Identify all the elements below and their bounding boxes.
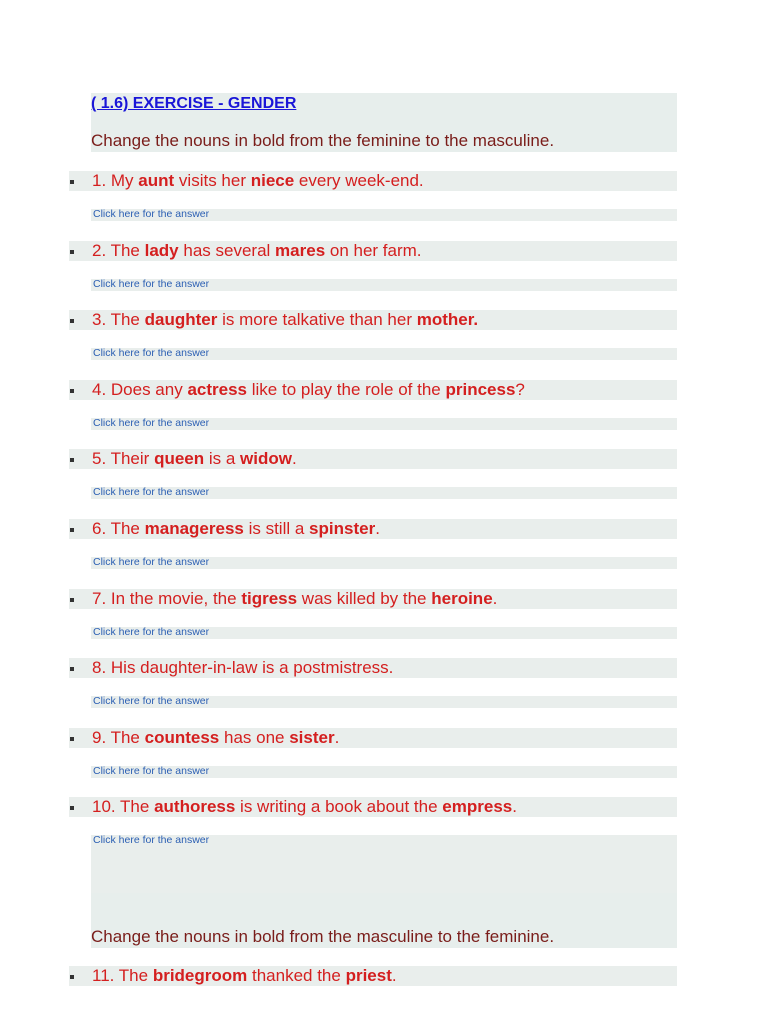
bold-noun: daughter: [144, 310, 218, 329]
bold-noun: countess: [144, 728, 220, 747]
answer-row: [91, 766, 677, 778]
question-text: [92, 588, 497, 610]
bullet-icon: [70, 737, 74, 741]
question-item: [69, 380, 677, 400]
bold-noun: priest: [345, 966, 392, 985]
bold-noun: actress: [187, 380, 248, 399]
question-item: [69, 589, 677, 609]
bullet-icon: [70, 975, 74, 979]
question-text: [92, 448, 297, 470]
question-fragment: has one: [219, 728, 290, 747]
question-fragment: 10. The: [92, 797, 155, 816]
answer-row: [91, 487, 677, 499]
bold-noun: widow: [240, 449, 292, 468]
question-fragment: 4. Does any: [92, 380, 188, 399]
question-text: [92, 379, 525, 401]
exercise-title-line: [91, 92, 677, 115]
question-fragment: .: [512, 797, 517, 816]
question-fragment: 8. His daughter-in-law is a postmistress.: [92, 658, 394, 677]
question-fragment: 11. The: [92, 966, 153, 985]
question-item: [69, 449, 677, 469]
answer-link[interactable]: Click here for the answer: [93, 486, 210, 498]
question-text: [92, 170, 424, 192]
question-text: [92, 518, 380, 540]
question-item: [69, 728, 677, 748]
answer-row: [91, 279, 677, 291]
question-fragment: 1. My: [92, 171, 139, 190]
question-fragment: ?: [515, 380, 525, 399]
bold-noun: niece: [250, 171, 295, 190]
answer-link[interactable]: Click here for the answer: [93, 556, 210, 568]
answer-row: [91, 418, 677, 430]
answer-link[interactable]: Click here for the answer: [93, 208, 210, 220]
question-fragment: 5. Their: [92, 449, 155, 468]
question-fragment: is writing a book about the: [235, 797, 443, 816]
question-fragment: .: [492, 589, 498, 608]
answer-row: [91, 627, 677, 639]
exercise-title-link[interactable]: ( 1.6) EXERCISE - GENDER: [91, 95, 297, 112]
answer-link[interactable]: Click here for the answer: [93, 626, 210, 638]
bold-noun: bridegroom: [152, 966, 248, 985]
bullet-icon: [70, 389, 74, 393]
question-fragment: visits her: [174, 171, 251, 190]
instruction-text: Change the nouns in bold from the feminine to the masculine.: [91, 131, 555, 150]
answer-row: [91, 696, 677, 708]
bullet-icon: [70, 458, 74, 462]
bullet-icon: [70, 319, 74, 323]
question-fragment: every week-end.: [294, 171, 424, 190]
answer-row: [91, 348, 677, 360]
question-item: [69, 658, 677, 678]
section2-instruction: Change the nouns in bold from the masculine to the feminine.: [91, 927, 555, 946]
question-text: [92, 240, 422, 262]
question-fragment: is more talkative than her: [217, 310, 417, 329]
answer-link[interactable]: Click here for the answer: [93, 417, 210, 429]
answer-link[interactable]: Click here for the answer: [93, 347, 210, 359]
question-item: [69, 966, 677, 986]
bold-noun: tigress: [241, 589, 298, 608]
answer-link[interactable]: Click here for the answer: [93, 695, 210, 707]
bold-noun: manageress: [144, 519, 244, 538]
question-item: [69, 797, 677, 817]
bullet-icon: [70, 667, 74, 671]
answer-row: [91, 209, 677, 221]
bullet-icon: [70, 806, 74, 810]
bold-noun: princess: [445, 380, 516, 399]
question-fragment: is a: [204, 449, 241, 468]
question-fragment: .: [334, 728, 340, 747]
question-item: [69, 171, 677, 191]
question-text: [92, 309, 478, 331]
bold-noun: lady: [144, 241, 179, 260]
question-text: [92, 796, 517, 818]
question-fragment: .: [291, 449, 297, 468]
question-text: [92, 727, 339, 749]
bold-noun: heroine: [431, 589, 493, 608]
bold-noun: empress: [442, 797, 513, 816]
question-fragment: is still a: [243, 519, 310, 538]
bold-noun: authoress: [154, 797, 236, 816]
bullet-icon: [70, 250, 74, 254]
question-fragment: like to play the role of the: [247, 380, 446, 399]
question-item: [69, 310, 677, 330]
question-fragment: 7. In the movie, the: [92, 589, 242, 608]
question-fragment: on her farm.: [325, 241, 422, 260]
question-fragment: 6. The: [92, 519, 145, 538]
bold-noun: sister: [289, 728, 335, 747]
bold-noun: queen: [154, 449, 205, 468]
question-fragment: was killed by the: [297, 589, 432, 608]
question-fragment: .: [375, 519, 380, 538]
bold-noun: aunt: [138, 171, 175, 190]
question-fragment: 3. The: [92, 310, 145, 329]
question-item: [69, 519, 677, 539]
bold-noun: mother.: [416, 310, 479, 329]
question-fragment: 2. The: [92, 241, 145, 260]
bullet-icon: [70, 180, 74, 184]
bold-noun: mares: [275, 241, 326, 260]
question-fragment: .: [391, 966, 397, 985]
question-text: [92, 657, 393, 679]
bold-noun: spinster: [309, 519, 376, 538]
bullet-icon: [70, 598, 74, 602]
question-item: [69, 241, 677, 261]
question-text: [92, 965, 397, 987]
answer-link[interactable]: Click here for the answer: [93, 278, 210, 290]
question-fragment: thanked the: [247, 966, 346, 985]
bullet-icon: [70, 528, 74, 532]
answer-row: [91, 557, 677, 569]
answer-link[interactable]: Click here for the answer: [93, 765, 210, 777]
question-fragment: has several: [178, 241, 276, 260]
question-fragment: 9. The: [92, 728, 145, 747]
answer-link[interactable]: Click here for the answer: [93, 834, 210, 846]
